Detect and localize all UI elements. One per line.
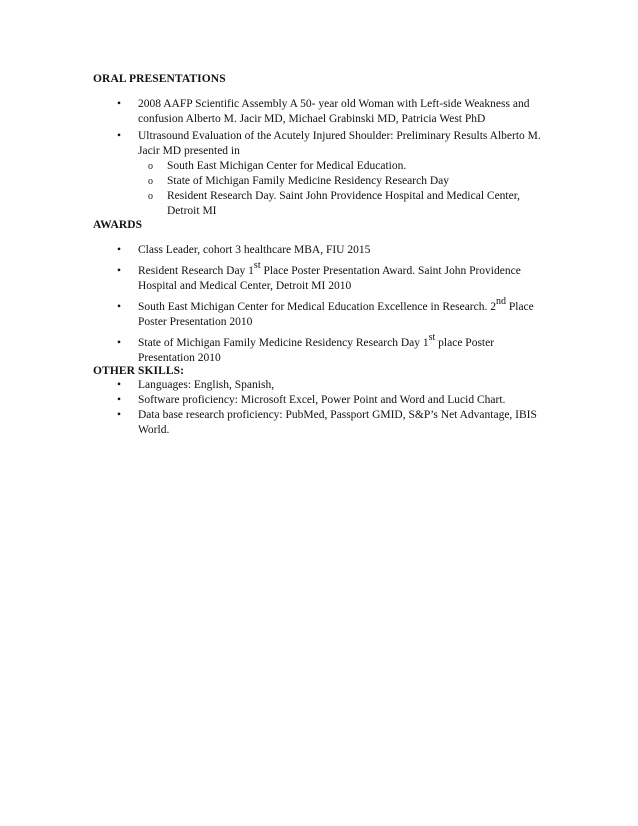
bullet-icon: • bbox=[116, 98, 122, 110]
skill-text: Software proficiency: Microsoft Excel, Power Point and Word and Lucid Chart. bbox=[138, 394, 506, 406]
sub-list-item bbox=[119, 174, 543, 189]
list-item bbox=[93, 243, 543, 258]
list-item bbox=[93, 378, 543, 393]
award-text-part: Place Poster Presentation 2010 bbox=[138, 301, 534, 328]
list-item bbox=[93, 393, 543, 408]
venue-text: State of Michigan Family Medicine Residency Research Day bbox=[167, 175, 449, 187]
award-text-part: Resident Research Day 1 bbox=[138, 265, 254, 277]
award-text: Class Leader, cohort 3 healthcare MBA, FIU 2015 bbox=[138, 244, 371, 256]
awards-list bbox=[93, 243, 543, 366]
award-text-part: place Poster Presentation 2010 bbox=[138, 337, 495, 364]
ordinal-suffix: st bbox=[428, 332, 436, 344]
sub-bullet-icon: o bbox=[148, 161, 153, 172]
bullet-icon: • bbox=[116, 394, 122, 406]
sub-list-item bbox=[119, 159, 543, 174]
award-text-part: South East Michigan Center for Medical Education Excellence in Research. 2 bbox=[138, 301, 496, 313]
skill-text: Data base research proficiency: PubMed, Passport GMID, S&P’s Net Advantage, IBIS World. bbox=[138, 409, 537, 436]
bullet-icon: • bbox=[116, 130, 122, 142]
list-item bbox=[93, 260, 543, 294]
oral-presentations-list bbox=[93, 97, 543, 219]
list-item bbox=[93, 296, 543, 330]
oral-presentation-text: 2008 AAFP Scientific Assembly A 50- year old Woman with Left-side Weakness and confusion Alberto M. Jacir MD, Michael Grabinski MD, Patricia West PhD bbox=[138, 98, 530, 125]
skill-text: Languages: English, Spanish, bbox=[138, 379, 275, 391]
list-item bbox=[93, 97, 543, 127]
list-item bbox=[93, 408, 543, 438]
presented-in-list bbox=[119, 159, 543, 219]
list-item bbox=[93, 129, 543, 219]
bullet-icon: • bbox=[116, 244, 122, 256]
list-item bbox=[93, 332, 543, 366]
venue-text: Resident Research Day. Saint John Providence Hospital and Medical Center, Detroit MI bbox=[167, 190, 520, 217]
award-text-part: State of Michigan Family Medicine Residency Research Day 1 bbox=[138, 337, 429, 349]
sub-bullet-icon: o bbox=[148, 176, 153, 187]
ordinal-suffix: nd bbox=[495, 296, 506, 308]
sub-bullet-icon: o bbox=[148, 191, 153, 202]
venue-text: South East Michigan Center for Medical Education. bbox=[167, 160, 407, 172]
bullet-icon: • bbox=[116, 409, 122, 421]
other-skills-list bbox=[93, 378, 543, 438]
award-text bbox=[119, 332, 543, 366]
oral-presentation-text: Ultrasound Evaluation of the Acutely Injured Shoulder: Preliminary Results Alberto M. Jacir MD presented in bbox=[138, 130, 541, 157]
award-text bbox=[119, 260, 543, 294]
oral-presentations-heading: ORAL PRESENTATIONS bbox=[93, 73, 226, 85]
bullet-icon: • bbox=[116, 265, 122, 277]
bullet-icon: • bbox=[116, 337, 122, 349]
awards-heading: AWARDS bbox=[93, 219, 143, 231]
award-text-part: Place Poster Presentation Award. Saint John Providence Hospital and Medical Center, Detroit MI 2010 bbox=[138, 265, 521, 292]
bullet-icon: • bbox=[116, 379, 122, 391]
ordinal-suffix: st bbox=[253, 260, 261, 272]
bullet-icon: • bbox=[116, 301, 122, 313]
award-text bbox=[119, 296, 543, 330]
other-skills-heading: OTHER SKILLS: bbox=[93, 365, 185, 377]
sub-list-item bbox=[119, 189, 543, 219]
